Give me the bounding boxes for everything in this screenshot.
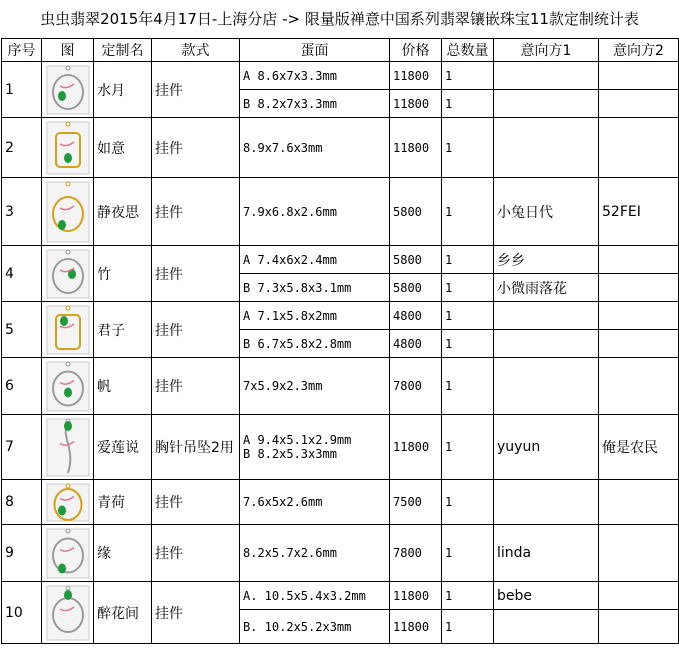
cell-style: 挂件: [152, 302, 240, 358]
pendant-bamboo-icon: [44, 249, 91, 299]
cell-intent-2: [599, 358, 679, 415]
cell-cabochon: B. 10.2x5.2x3mm: [240, 610, 390, 644]
cell-image: [42, 178, 94, 246]
table-row: [2, 246, 679, 274]
cell-image: [42, 358, 94, 415]
table-row: [2, 62, 679, 90]
cell-image: [42, 118, 94, 178]
cell-cabochon: 7.9x6.8x2.6mm: [240, 178, 390, 246]
table-row: [2, 178, 679, 246]
table-row: [2, 415, 679, 480]
cell-cabochon: A 9.4x5.1x2.9mm B 8.2x5.3x3mm: [240, 415, 390, 480]
cell-price: 7800: [390, 358, 442, 415]
pendant-drunk-flowers-icon: [44, 585, 91, 641]
cell-cabochon: 8.9x7.6x3mm: [240, 118, 390, 178]
cell-intent-2: [599, 274, 679, 302]
cell-image: [42, 415, 94, 480]
pendant-green-lotus-icon: [44, 483, 91, 522]
cell-no: 3: [2, 178, 42, 246]
header-row: [2, 39, 679, 62]
cell-quantity: 1: [442, 90, 494, 118]
cell-intent-2: [599, 246, 679, 274]
cell-quantity: 1: [442, 525, 494, 582]
cell-cabochon: A 7.4x6x2.4mm: [240, 246, 390, 274]
cell-intent-1: 小兔日代: [494, 178, 599, 246]
header-price: 价格: [390, 39, 442, 62]
pendant-fate-icon: [44, 528, 91, 579]
cell-cabochon: A. 10.5x5.4x3.2mm: [240, 582, 390, 610]
cell-no: 6: [2, 358, 42, 415]
cell-name: 帆: [94, 358, 152, 415]
table-row: [2, 118, 679, 178]
cell-quantity: 1: [442, 415, 494, 480]
cell-style: 挂件: [152, 358, 240, 415]
cell-style: 挂件: [152, 118, 240, 178]
cell-price: 11800: [390, 415, 442, 480]
cell-intent-1: [494, 118, 599, 178]
table-row: [2, 480, 679, 525]
cell-image: [42, 302, 94, 358]
cell-cabochon: 7.6x5x2.6mm: [240, 480, 390, 525]
cell-style: 胸针吊坠2用: [152, 415, 240, 480]
cell-image: [42, 246, 94, 302]
cell-style: 挂件: [152, 525, 240, 582]
header-style: 款式: [152, 39, 240, 62]
cell-price: 11800: [390, 90, 442, 118]
cell-no: 4: [2, 246, 42, 302]
table-row: [2, 525, 679, 582]
cell-intent-1: 小微雨落花: [494, 274, 599, 302]
cell-price: 7800: [390, 525, 442, 582]
cell-intent-1: [494, 330, 599, 358]
cell-intent-2: [599, 118, 679, 178]
cell-name: 竹: [94, 246, 152, 302]
header-name: 定制名: [94, 39, 152, 62]
cell-name: 醉花间: [94, 582, 152, 644]
cell-intent-1: [494, 610, 599, 644]
cell-style: 挂件: [152, 62, 240, 118]
cell-quantity: 1: [442, 118, 494, 178]
cell-quantity: 1: [442, 274, 494, 302]
table-row: [2, 302, 679, 330]
pendant-water-moon-icon: [44, 65, 91, 115]
page-title: 虫虫翡翠2015年4月17日-上海分店 -> 限量版禅意中国系列翡翠镶嵌珠宝11款定制统计表: [40, 10, 639, 28]
cell-quantity: 1: [442, 178, 494, 246]
cell-name: 青荷: [94, 480, 152, 525]
cell-cabochon: A 7.1x5.8x2mm: [240, 302, 390, 330]
cell-name: 君子: [94, 302, 152, 358]
brooch-lotus-icon: [44, 418, 91, 477]
cell-intent-1: [494, 62, 599, 90]
cell-no: 9: [2, 525, 42, 582]
cell-style: 挂件: [152, 178, 240, 246]
cell-quantity: 1: [442, 582, 494, 610]
cell-intent-1: [494, 90, 599, 118]
cell-no: 5: [2, 302, 42, 358]
header-quantity: 总数量: [442, 39, 494, 62]
cell-price: 11800: [390, 610, 442, 644]
cell-cabochon: B 7.3x5.8x3.1mm: [240, 274, 390, 302]
cell-intent-1: [494, 302, 599, 330]
cell-intent-1: [494, 358, 599, 415]
cell-image: [42, 582, 94, 644]
cell-quantity: 1: [442, 330, 494, 358]
cell-intent-2: [599, 302, 679, 330]
cell-intent-1: [494, 480, 599, 525]
cell-price: 11800: [390, 118, 442, 178]
cell-price: 5800: [390, 246, 442, 274]
cell-style: 挂件: [152, 246, 240, 302]
cell-price: 5800: [390, 178, 442, 246]
cell-cabochon: 7x5.9x2.3mm: [240, 358, 390, 415]
cell-no: 2: [2, 118, 42, 178]
header-image: 图: [42, 39, 94, 62]
table-row: [2, 582, 679, 610]
cell-cabochon: 8.2x5.7x2.6mm: [240, 525, 390, 582]
cell-quantity: 1: [442, 302, 494, 330]
cell-no: 1: [2, 62, 42, 118]
cell-image: [42, 62, 94, 118]
cell-intent-2: [599, 90, 679, 118]
cell-cabochon: A 8.6x7x3.3mm: [240, 62, 390, 90]
cell-style: 挂件: [152, 582, 240, 644]
custom-order-table: [1, 38, 679, 644]
cell-intent-1: linda: [494, 525, 599, 582]
cell-intent-1: bebe: [494, 582, 599, 610]
cell-cabochon: B 6.7x5.8x2.8mm: [240, 330, 390, 358]
cell-cabochon: B 8.2x7x3.3mm: [240, 90, 390, 118]
cell-name: 缘: [94, 525, 152, 582]
header-cabochon: 蛋面: [240, 39, 390, 62]
cell-price: 7500: [390, 480, 442, 525]
cell-price: 4800: [390, 330, 442, 358]
cell-intent-1: 乡乡: [494, 246, 599, 274]
cell-intent-2: 52FEI: [599, 178, 679, 246]
cell-no: 10: [2, 582, 42, 644]
pendant-gentleman-icon: [44, 305, 91, 355]
header-intent-2: 意向方2: [599, 39, 679, 62]
cell-no: 7: [2, 415, 42, 480]
cell-price: 5800: [390, 274, 442, 302]
cell-price: 11800: [390, 62, 442, 90]
header-intent-1: 意向方1: [494, 39, 599, 62]
cell-quantity: 1: [442, 62, 494, 90]
cell-intent-2: [599, 62, 679, 90]
cell-quantity: 1: [442, 246, 494, 274]
cell-no: 8: [2, 480, 42, 525]
cell-intent-1: yuyun: [494, 415, 599, 480]
cell-price: 4800: [390, 302, 442, 330]
cell-intent-2: 俺是农民: [599, 415, 679, 480]
cell-intent-2: [599, 330, 679, 358]
pendant-ruyi-icon: [44, 121, 91, 175]
pendant-quiet-night-icon: [44, 181, 91, 243]
cell-quantity: 1: [442, 480, 494, 525]
cell-quantity: 1: [442, 610, 494, 644]
table-row: [2, 358, 679, 415]
cell-price: 11800: [390, 582, 442, 610]
cell-intent-2: [599, 480, 679, 525]
cell-intent-2: [599, 610, 679, 644]
cell-quantity: 1: [442, 358, 494, 415]
cell-image: [42, 525, 94, 582]
header-no: 序号: [2, 39, 42, 62]
cell-name: 如意: [94, 118, 152, 178]
pendant-sail-icon: [44, 361, 91, 412]
cell-intent-2: [599, 582, 679, 610]
cell-intent-2: [599, 525, 679, 582]
cell-name: 静夜思: [94, 178, 152, 246]
cell-image: [42, 480, 94, 525]
cell-name: 水月: [94, 62, 152, 118]
cell-style: 挂件: [152, 480, 240, 525]
cell-name: 爱莲说: [94, 415, 152, 480]
